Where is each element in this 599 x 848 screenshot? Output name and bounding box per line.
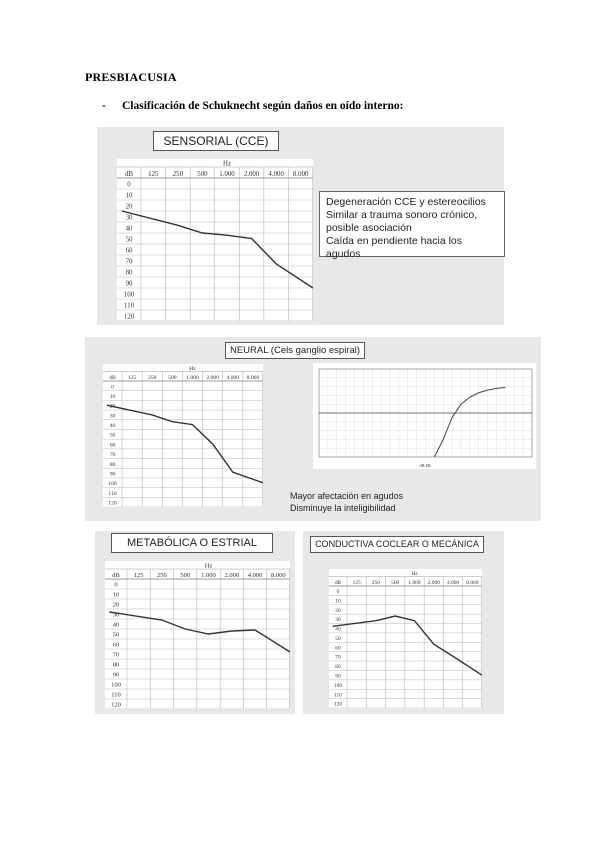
y-tick-label: 60: [109, 442, 116, 449]
y-tick-label: 50: [125, 236, 133, 244]
y-tick-label: 70: [125, 258, 133, 266]
y-tick-label: 30: [109, 413, 116, 420]
description-line: Caída en pendiente hacia los agudos: [326, 235, 463, 260]
y-tick-label: 80: [335, 664, 341, 671]
x-tick-label: 1.000: [201, 572, 216, 579]
y-tick-label: 120: [123, 313, 135, 321]
x-tick-label: 1.000: [186, 375, 199, 382]
y-tick-label: 70: [109, 452, 116, 459]
y-tick-label: 120: [333, 701, 343, 708]
x-tick-label: 250: [157, 572, 167, 579]
conductiva-audiogram: [329, 569, 482, 708]
subtitle-text: Clasificación de Schuknecht según daños en oído interno:: [122, 100, 404, 112]
x-axis-label: Hz: [204, 562, 213, 570]
x-tick-label: 250: [147, 375, 157, 382]
x-tick-label: 4.000: [226, 375, 240, 382]
x-tick-label: 4.000: [268, 170, 284, 178]
y-tick-label: 90: [125, 280, 133, 288]
metabolica-audiogram: [105, 561, 290, 709]
y-tick-label: 20: [125, 203, 133, 211]
threshold-curve: [122, 211, 313, 288]
neural-label: NEURAL (Cels ganglio espiral): [225, 342, 365, 359]
y-tick-label: 90: [112, 671, 120, 679]
sensorial-label: SENSORIAL (CCE): [153, 131, 279, 151]
y-tick-label: 30: [335, 617, 341, 624]
y-tick-label: 30: [112, 611, 120, 619]
metabolica-label: METABÓLICA O ESTRIAL: [111, 533, 273, 553]
x-tick-label: 2.000: [224, 572, 240, 579]
x-tick-label: 8.000: [292, 170, 309, 178]
threshold-curve: [109, 612, 290, 652]
y-tick-label: 100: [333, 682, 343, 689]
x-tick-label: 8.000: [466, 580, 479, 587]
conductiva-panel: [303, 531, 504, 714]
x-axis-label: Hz: [189, 365, 196, 372]
x-tick-label: 500: [197, 170, 208, 178]
y-tick-label: 80: [109, 461, 116, 468]
neural-audiogram: [103, 364, 263, 507]
y-tick-label: 120: [108, 500, 117, 507]
x-tick-label: 250: [371, 580, 380, 587]
y-tick-label: 60: [335, 645, 341, 652]
neural-intelligibility-graph: [313, 363, 536, 469]
x-tick-label: 2.000: [206, 375, 219, 382]
y-tick-label: 110: [123, 302, 135, 310]
x-tick-label: 8.000: [246, 375, 260, 382]
y-tick-label: 20: [109, 403, 116, 410]
description-line: Similar a trauma sonoro crónico,: [326, 209, 478, 221]
sensorial-panel: [97, 127, 504, 325]
y-tick-label: 10: [125, 192, 133, 200]
x-tick-label: 250: [172, 170, 184, 178]
x-tick-label: 4.000: [247, 572, 263, 579]
x-tick-label: 125: [127, 375, 137, 382]
x-axis-label: Hz: [222, 160, 232, 168]
y-tick-label: 50: [109, 432, 116, 439]
note-line: Mayor afectación en agudos: [290, 491, 404, 501]
y-axis-label: dB: [109, 375, 116, 382]
x-tick-label: 125: [352, 580, 361, 587]
y-tick-label: 10: [112, 591, 120, 599]
x-tick-label: 1.000: [219, 170, 235, 178]
description-line: Degeneración CCE y estereocilios: [326, 196, 486, 208]
y-tick-label: 40: [335, 626, 341, 633]
x-axis-label: Hz: [411, 570, 418, 577]
x-tick-label: 2.000: [243, 170, 260, 178]
y-tick-label: 20: [335, 607, 341, 614]
y-tick-label: 0: [127, 181, 131, 189]
y-tick-label: 40: [109, 423, 116, 430]
x-tick-label: 125: [148, 170, 159, 178]
y-tick-label: 110: [108, 490, 117, 497]
x-tick-label: 4.000: [447, 580, 460, 587]
y-tick-label: 80: [125, 269, 133, 277]
y-tick-label: 0: [111, 384, 114, 391]
y-tick-label: 100: [108, 481, 117, 488]
x-tick-label: 1.000: [408, 580, 421, 587]
threshold-curve: [333, 616, 482, 675]
y-axis-label: dB: [334, 580, 342, 587]
y-axis-label: dB: [112, 572, 120, 579]
y-tick-label: 10: [335, 598, 341, 605]
y-tick-label: 0: [336, 589, 340, 596]
sensorial-description: [319, 191, 505, 260]
document-subtitle: [102, 100, 403, 112]
y-tick-label: 70: [335, 654, 341, 661]
y-tick-label: 110: [334, 692, 342, 699]
y-tick-label: 90: [109, 471, 116, 478]
sensorial-audiogram: [117, 159, 313, 321]
y-tick-label: 20: [112, 601, 120, 609]
y-tick-label: 110: [111, 691, 121, 699]
description-line: posible asociación: [326, 222, 412, 234]
y-tick-label: 120: [111, 701, 121, 709]
document-title: PRESBIACUSIA: [85, 70, 177, 84]
x-tick-label: 2.000: [427, 580, 440, 587]
y-tick-label: 60: [125, 247, 133, 255]
note-line: Disminuye la inteligibilidad: [290, 503, 396, 513]
y-tick-label: 40: [112, 621, 120, 629]
y-tick-label: 50: [335, 635, 341, 642]
x-axis-label: dB HL: [419, 463, 432, 468]
y-tick-label: 0: [114, 581, 118, 589]
neural-panel: [85, 337, 541, 521]
y-tick-label: 100: [123, 291, 135, 299]
y-tick-label: 60: [112, 641, 120, 649]
y-tick-label: 80: [112, 661, 120, 669]
list-dash: -: [102, 100, 106, 112]
y-tick-label: 100: [111, 681, 121, 689]
y-axis-label: dB: [124, 170, 134, 178]
y-tick-label: 70: [112, 651, 120, 659]
x-tick-label: 500: [168, 375, 177, 382]
y-tick-label: 40: [125, 225, 133, 233]
x-tick-label: 500: [180, 572, 191, 579]
metabolica-panel: [95, 531, 295, 714]
y-tick-label: 10: [109, 393, 116, 400]
x-tick-label: 8.000: [271, 572, 286, 579]
y-tick-label: 90: [335, 673, 341, 680]
y-tick-label: 30: [125, 214, 133, 222]
threshold-curve: [107, 405, 263, 483]
y-tick-label: 50: [112, 631, 120, 639]
x-tick-label: 125: [133, 572, 144, 579]
neural-notes: [290, 490, 490, 514]
conductiva-label: CONDUCTIVA COCLEAR O MECÁNICA: [310, 536, 484, 553]
x-tick-label: 500: [391, 580, 400, 587]
